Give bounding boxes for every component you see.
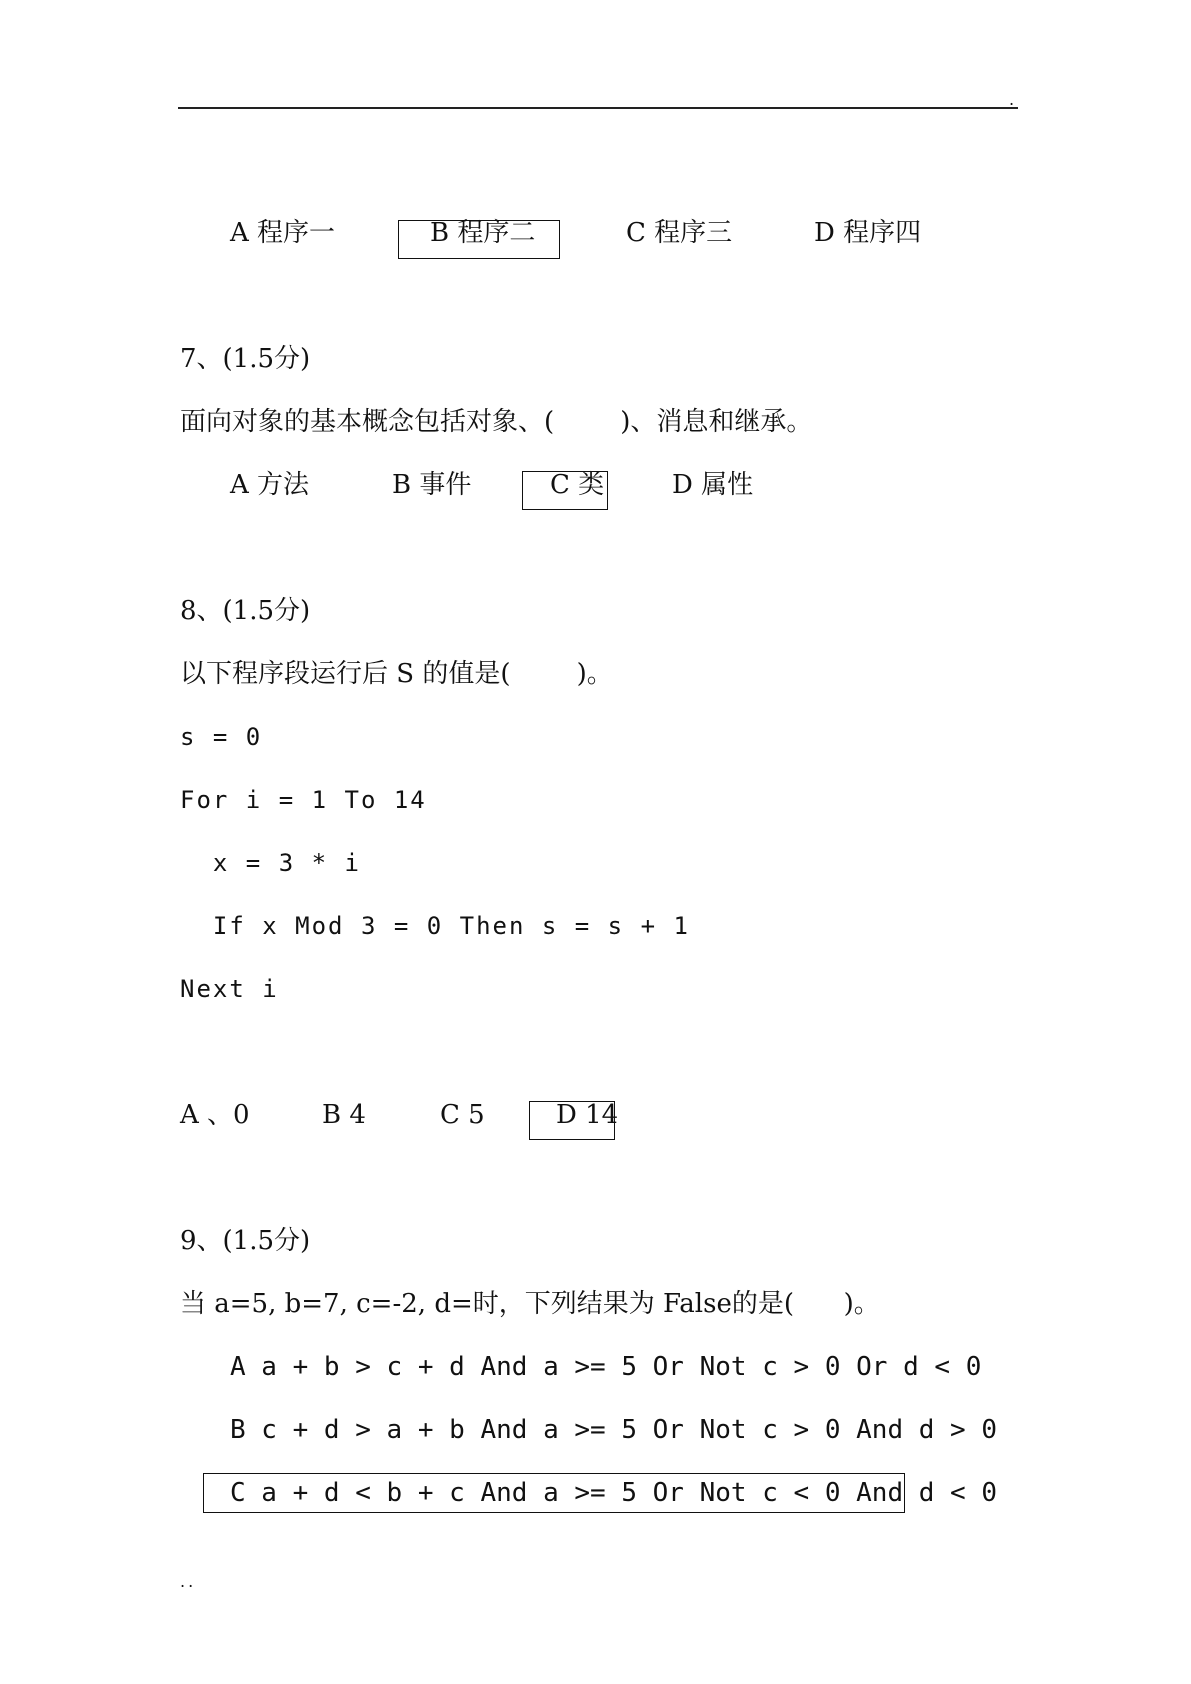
- q7-stem: 面向对象的基本概念包括对象、( )、消息和继承。: [180, 407, 813, 437]
- q9-number: 9、(1.5分): [180, 1226, 311, 1256]
- q7-option-d: D 属性: [672, 470, 754, 500]
- q8-code-line-4: If x Mod 3 = 0 Then s = s + 1: [180, 912, 690, 940]
- header-rule: [178, 107, 1018, 109]
- q8-stem: 以下程序段运行后 S 的值是( )。: [180, 659, 613, 689]
- q8-code-line-5: Next i: [180, 975, 279, 1003]
- q9-option-b: B c + d > a + b And a >= 5 Or Not c > 0 And d > 0: [230, 1415, 998, 1445]
- q8-option-b: B 4: [322, 1100, 366, 1130]
- header-dot: .: [1009, 90, 1015, 109]
- q9-option-c: C a + d < b + c And a >= 5 Or Not c < 0 And d < 0: [230, 1478, 998, 1508]
- q6-option-b: B 程序二: [430, 218, 536, 248]
- q7-option-a: A 方法: [230, 470, 310, 500]
- q6-option-c: C 程序三: [626, 218, 733, 248]
- q8-option-c: C 5: [440, 1100, 485, 1130]
- q9-option-a: A a + b > c + d And a >= 5 Or Not c > 0 Or d < 0: [230, 1352, 982, 1382]
- footer-dots: ..: [180, 1572, 197, 1591]
- q6-option-d: D 程序四: [814, 218, 922, 248]
- q8-code-line-3: x = 3 * i: [180, 849, 361, 877]
- q8-option-a: A 、0: [180, 1100, 250, 1130]
- q8-number: 8、(1.5分): [180, 596, 311, 626]
- q9-stem: 当 a=5, b=7, c=-2, d=时，下列结果为 False的是( )。: [180, 1289, 880, 1319]
- q6-option-a: A 程序一: [230, 218, 336, 248]
- q7-option-b: B 事件: [392, 470, 472, 500]
- q7-number: 7、(1.5分): [180, 344, 311, 374]
- q8-code-line-2: For i = 1 To 14: [180, 786, 427, 814]
- q7-option-c: C 类: [550, 470, 605, 500]
- q8-option-d: D 14: [556, 1100, 619, 1130]
- q8-code-line-1: s = 0: [180, 723, 263, 751]
